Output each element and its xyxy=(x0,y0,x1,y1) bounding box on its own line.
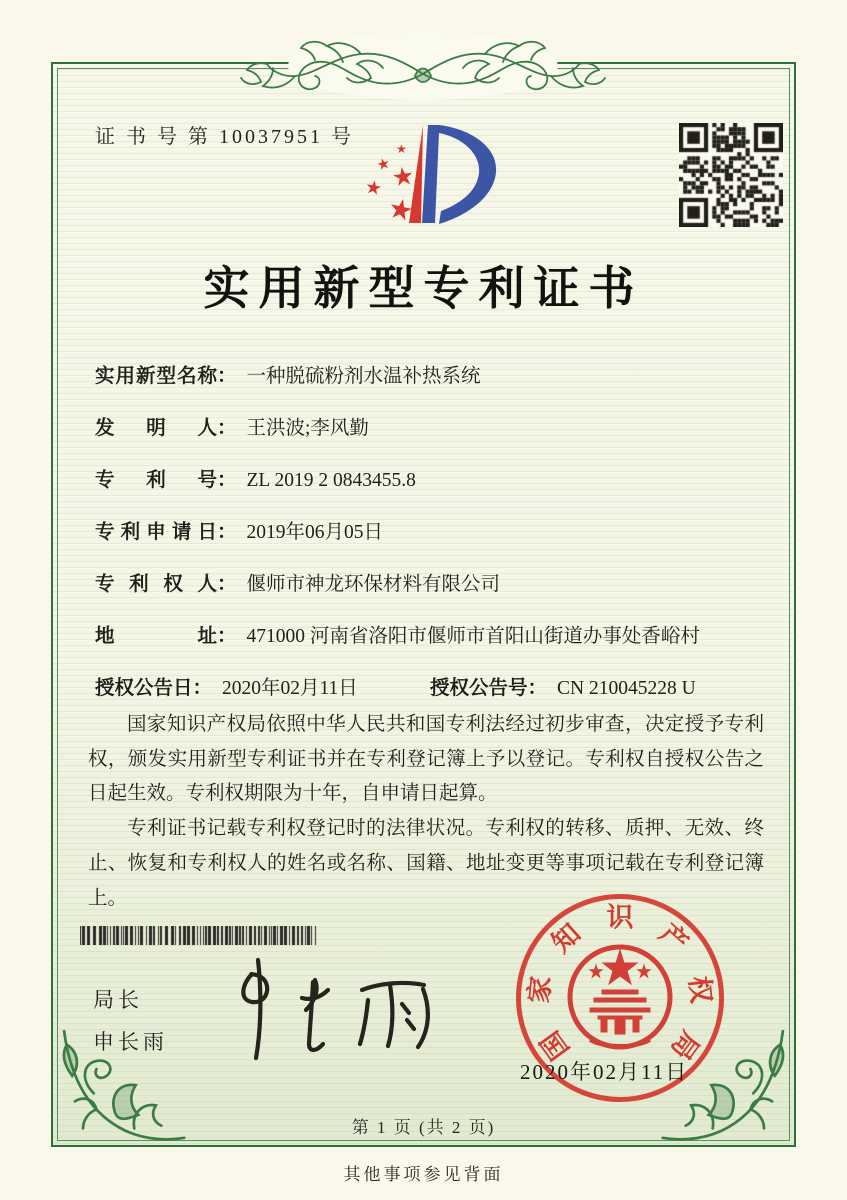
grant-date-value: 2020年02月11日 xyxy=(222,678,358,699)
seal-character: 产 xyxy=(653,917,694,959)
qr-code xyxy=(679,123,783,227)
seal-character: 国 xyxy=(534,1025,575,1066)
director-title: 局长 xyxy=(93,988,143,1012)
field-row-grant xyxy=(95,672,696,700)
logo-star-icon: ★ xyxy=(385,192,417,229)
colon: ： xyxy=(527,678,548,699)
seal-date: 2020年02月11日 xyxy=(520,1060,689,1084)
field-label: 专利号 xyxy=(95,470,217,491)
field-value: 471000 河南省洛阳市偃师市首阳山街道办事处香峪村 xyxy=(246,626,700,647)
legal-paragraph-2: 专利证书记载专利权登记时的法律状况。专利权的转移、质押、无效、终止、恢复和专利权人的姓名或名称、国籍、地址变更等事项记载在专利登记簿上。 xyxy=(88,818,764,909)
director-name: 申长雨 xyxy=(93,1030,168,1054)
field-row-filing-date xyxy=(95,516,383,544)
field-value: 王洪波;李风勤 xyxy=(246,418,369,439)
logo-star-icon: ★ xyxy=(375,155,393,175)
colon: ： xyxy=(217,418,237,439)
grant-no-label: 授权公告号 xyxy=(430,678,528,699)
legal-text-block xyxy=(88,708,764,916)
seal-character: 识 xyxy=(606,902,634,933)
field-value: 一种脱硫粉剂水温补热系统 xyxy=(246,366,481,387)
certificate-number: 证 书 号 第 10037951 号 xyxy=(95,126,354,148)
certificate-title: 实用新型专利证书 xyxy=(203,263,644,314)
page-number: 第 1 页 (共 2 页) xyxy=(351,1118,496,1137)
field-label: 专利权人 xyxy=(95,574,217,595)
cnipa-logo xyxy=(352,103,527,238)
field-row-patent-no xyxy=(95,464,416,492)
logo-star-icon: ★ xyxy=(396,142,407,156)
grant-no-value: CN 210045228 U xyxy=(557,678,696,699)
field-row-patentee xyxy=(95,568,500,596)
field-value: 2019年06月05日 xyxy=(246,522,384,543)
colon: ： xyxy=(217,574,237,595)
seal-character: 家 xyxy=(523,974,557,1005)
grant-date-label: 授权公告日 xyxy=(95,678,193,699)
field-row-address xyxy=(95,620,700,648)
barcode xyxy=(80,926,317,945)
seal-character: 权 xyxy=(683,974,717,1005)
field-row-name xyxy=(95,360,481,388)
colon: ： xyxy=(192,678,213,699)
colon: ： xyxy=(217,522,237,543)
colon: ： xyxy=(217,470,237,491)
field-label: 专利申请日 xyxy=(95,522,217,543)
logo-star-icon: ★ xyxy=(390,162,417,193)
field-value: 偃师市神龙环保材料有限公司 xyxy=(246,574,501,595)
field-label: 实用新型名称 xyxy=(95,366,217,387)
field-value: ZL 2019 2 0843455.8 xyxy=(246,470,416,491)
field-row-inventor xyxy=(95,412,369,440)
top-scroll-ornament xyxy=(233,22,613,114)
legal-paragraph-1: 国家知识产权局依照中华人民共和国专利法经过初步审查，决定授予专利权，颁发实用新型专利证书并在专利登记簿上予以登记。专利权自授权公告之日起生效。专利权期限为十年，自申请日起算。 xyxy=(88,714,764,805)
director-signature xyxy=(212,952,452,1067)
colon: ： xyxy=(217,366,237,387)
seal-character: 知 xyxy=(546,917,587,959)
back-side-note: 其他事项参见背面 xyxy=(343,1165,504,1184)
field-label: 地址 xyxy=(95,626,217,647)
colon: ： xyxy=(217,626,237,647)
field-label: 发明人 xyxy=(95,418,217,439)
seal-character: 局 xyxy=(665,1025,706,1066)
logo-star-icon: ★ xyxy=(363,176,384,201)
